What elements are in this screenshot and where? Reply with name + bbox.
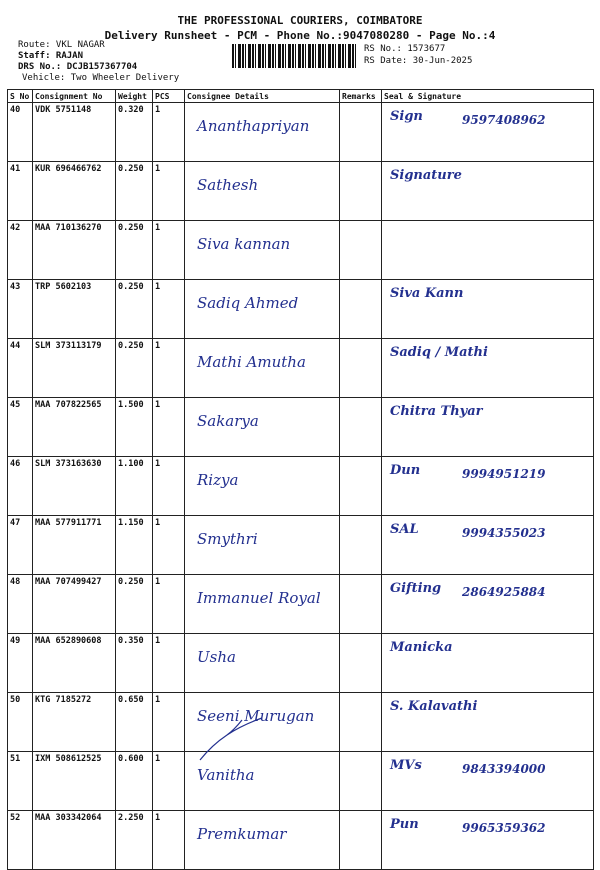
cell-consignment: IXM 508612525 bbox=[33, 752, 116, 811]
handwritten-phone: 9994951219 bbox=[462, 467, 546, 481]
cell-consignment: VDK 5751148 bbox=[33, 103, 116, 162]
cell-signature bbox=[382, 752, 594, 811]
cell-pcs: 1 bbox=[153, 280, 185, 339]
cell-pcs: 1 bbox=[153, 693, 185, 752]
cell-remarks bbox=[340, 280, 382, 339]
table-row bbox=[8, 575, 594, 634]
vehicle-label: Vehicle: Two Wheeler Delivery bbox=[22, 73, 180, 83]
cell-remarks bbox=[340, 516, 382, 575]
signature-handwriting: MVs bbox=[390, 758, 422, 773]
cell-consignee: Usha bbox=[185, 634, 340, 693]
col-sno-header: S No bbox=[8, 90, 33, 103]
signature-handwriting: Sign bbox=[390, 109, 423, 124]
table-row bbox=[8, 634, 594, 693]
cell-sno: 40 bbox=[8, 103, 33, 162]
cell-sno: 44 bbox=[8, 339, 33, 398]
cell-consignee: Sadiq Ahmed bbox=[185, 280, 340, 339]
cell-remarks bbox=[340, 634, 382, 693]
table-row bbox=[8, 516, 594, 575]
cell-signature bbox=[382, 221, 594, 280]
signature-handwriting: Pun bbox=[390, 817, 419, 832]
table-header-row bbox=[8, 90, 594, 103]
cell-consignment: MAA 303342064 bbox=[33, 811, 116, 870]
rs-date-label: RS Date: 30-Jun-2025 bbox=[364, 56, 473, 66]
cell-consignee: Siva kannan bbox=[185, 221, 340, 280]
cell-remarks bbox=[340, 103, 382, 162]
col-remarks-header: Remarks bbox=[340, 90, 382, 103]
cell-consignment: MAA 710136270 bbox=[33, 221, 116, 280]
cell-weight: 0.350 bbox=[116, 634, 153, 693]
cell-pcs: 1 bbox=[153, 162, 185, 221]
cell-pcs: 1 bbox=[153, 457, 185, 516]
cell-remarks bbox=[340, 457, 382, 516]
staff-label: Staff: RAJAN bbox=[18, 51, 84, 61]
runsheet-table bbox=[7, 89, 594, 870]
company-title: THE PROFESSIONAL COURIERS, COIMBATORE bbox=[177, 14, 423, 27]
cell-pcs: 1 bbox=[153, 398, 185, 457]
rs-no-label: RS No.: 1573677 bbox=[364, 44, 446, 54]
cell-consignee: Sathesh bbox=[185, 162, 340, 221]
runsheet-subtitle: Delivery Runsheet - PCM - Phone No.:9047080280 - Page No.:4 bbox=[104, 29, 496, 42]
cell-sno: 47 bbox=[8, 516, 33, 575]
cell-consignment: MAA 577911771 bbox=[33, 516, 116, 575]
cell-sno: 43 bbox=[8, 280, 33, 339]
cell-pcs: 1 bbox=[153, 516, 185, 575]
cell-sno: 46 bbox=[8, 457, 33, 516]
cell-weight: 0.250 bbox=[116, 575, 153, 634]
cell-pcs: 1 bbox=[153, 339, 185, 398]
table-row bbox=[8, 398, 594, 457]
col-consignment-header: Consignment No bbox=[33, 90, 116, 103]
cell-sno: 42 bbox=[8, 221, 33, 280]
cell-signature bbox=[382, 811, 594, 870]
cell-consignment: SLM 373163630 bbox=[33, 457, 116, 516]
cell-consignee: Immanuel Royal bbox=[185, 575, 340, 634]
cell-signature bbox=[382, 516, 594, 575]
cell-remarks bbox=[340, 811, 382, 870]
cell-signature bbox=[382, 162, 594, 221]
cell-consignment: MAA 707822565 bbox=[33, 398, 116, 457]
cell-consignment: KTG 7185272 bbox=[33, 693, 116, 752]
cell-sno: 51 bbox=[8, 752, 33, 811]
table-row bbox=[8, 693, 594, 752]
table-row bbox=[8, 811, 594, 870]
signature-handwriting: Sadiq / Mathi bbox=[390, 345, 488, 360]
cell-pcs: 1 bbox=[153, 811, 185, 870]
cell-remarks bbox=[340, 398, 382, 457]
cell-consignee: Premkumar bbox=[185, 811, 340, 870]
cell-remarks bbox=[340, 752, 382, 811]
cell-consignment: TRP 5602103 bbox=[33, 280, 116, 339]
cell-remarks bbox=[340, 162, 382, 221]
cell-sno: 50 bbox=[8, 693, 33, 752]
cell-signature bbox=[382, 634, 594, 693]
handwritten-phone: 9597408962 bbox=[462, 113, 546, 127]
cell-consignee: Seeni Murugan bbox=[185, 693, 340, 752]
cell-pcs: 1 bbox=[153, 575, 185, 634]
col-signature-header: Seal & Signature bbox=[382, 90, 594, 103]
cell-signature bbox=[382, 339, 594, 398]
handwritten-phone: 2864925884 bbox=[462, 585, 546, 599]
cell-pcs: 1 bbox=[153, 634, 185, 693]
cell-weight: 1.150 bbox=[116, 516, 153, 575]
cell-pcs: 1 bbox=[153, 221, 185, 280]
signature-handwriting: SAL bbox=[390, 522, 419, 537]
drs-label: DRS No.: DCJB157367704 bbox=[18, 62, 138, 72]
cell-weight: 1.500 bbox=[116, 398, 153, 457]
cell-sno: 52 bbox=[8, 811, 33, 870]
cell-consignment: KUR 696466762 bbox=[33, 162, 116, 221]
cell-consignment: MAA 707499427 bbox=[33, 575, 116, 634]
col-consignee-header: Consignee Details bbox=[185, 90, 340, 103]
cell-signature bbox=[382, 575, 594, 634]
table-row bbox=[8, 752, 594, 811]
cell-weight: 2.250 bbox=[116, 811, 153, 870]
cell-weight: 0.250 bbox=[116, 162, 153, 221]
signature-handwriting: Chitra Thyar bbox=[390, 404, 483, 419]
col-weight-header: Weight bbox=[116, 90, 153, 103]
cell-sno: 49 bbox=[8, 634, 33, 693]
cell-weight: 0.650 bbox=[116, 693, 153, 752]
table-row bbox=[8, 221, 594, 280]
table-row bbox=[8, 103, 594, 162]
signature-handwriting: S. Kalavathi bbox=[390, 699, 478, 714]
cell-sno: 41 bbox=[8, 162, 33, 221]
table-row bbox=[8, 457, 594, 516]
handwritten-phone: 9994355023 bbox=[462, 526, 546, 540]
cell-weight: 0.250 bbox=[116, 280, 153, 339]
cell-consignee: Ananthapriyan bbox=[185, 103, 340, 162]
cell-signature bbox=[382, 693, 594, 752]
signature-handwriting: Gifting bbox=[390, 581, 442, 596]
cell-consignee: Mathi Amutha bbox=[185, 339, 340, 398]
scribble-mark bbox=[192, 690, 292, 770]
signature-handwriting: Signature bbox=[390, 168, 462, 183]
cell-remarks bbox=[340, 575, 382, 634]
cell-signature bbox=[382, 280, 594, 339]
route-label: Route: VKL NAGAR bbox=[18, 40, 105, 50]
col-pcs-header: PCS bbox=[153, 90, 185, 103]
handwritten-phone: 9965359362 bbox=[462, 821, 546, 835]
handwritten-phone: 9843394000 bbox=[462, 762, 546, 776]
table-row bbox=[8, 162, 594, 221]
barcode-image bbox=[232, 44, 356, 68]
signature-handwriting: Dun bbox=[390, 463, 421, 478]
cell-consignment: SLM 373113179 bbox=[33, 339, 116, 398]
table-row bbox=[8, 339, 594, 398]
cell-signature bbox=[382, 457, 594, 516]
cell-consignee: Sakarya bbox=[185, 398, 340, 457]
cell-signature bbox=[382, 103, 594, 162]
cell-pcs: 1 bbox=[153, 103, 185, 162]
cell-sno: 45 bbox=[8, 398, 33, 457]
cell-pcs: 1 bbox=[153, 752, 185, 811]
cell-consignee: Smythri bbox=[185, 516, 340, 575]
table-row bbox=[8, 280, 594, 339]
cell-weight: 0.320 bbox=[116, 103, 153, 162]
signature-handwriting: Manicka bbox=[390, 640, 453, 655]
cell-remarks bbox=[340, 221, 382, 280]
cell-consignment: MAA 652890608 bbox=[33, 634, 116, 693]
signature-handwriting: Siva Kann bbox=[390, 286, 464, 301]
cell-weight: 0.250 bbox=[116, 221, 153, 280]
cell-signature bbox=[382, 398, 594, 457]
cell-weight: 1.100 bbox=[116, 457, 153, 516]
cell-consignee: Vanitha bbox=[185, 752, 340, 811]
cell-weight: 0.600 bbox=[116, 752, 153, 811]
cell-sno: 48 bbox=[8, 575, 33, 634]
cell-weight: 0.250 bbox=[116, 339, 153, 398]
cell-remarks bbox=[340, 339, 382, 398]
cell-remarks bbox=[340, 693, 382, 752]
cell-consignee: Rizya bbox=[185, 457, 340, 516]
